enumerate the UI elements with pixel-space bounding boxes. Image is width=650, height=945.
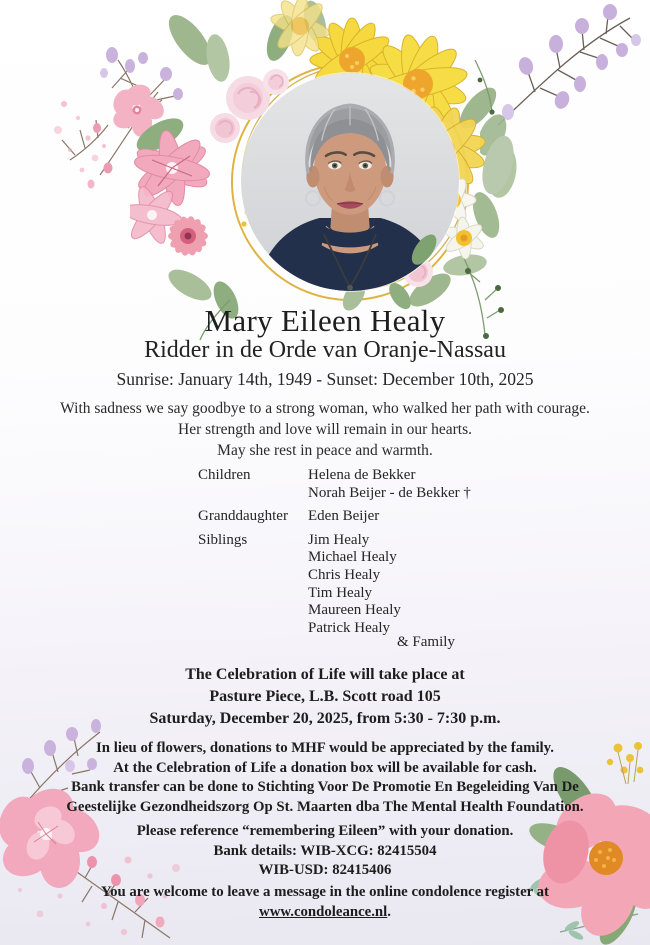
reference-line: Please reference “remembering Eileen” with your donation. — [136, 823, 514, 839]
tribute-line: With sadness we say goodbye to a strong woman, who walked her path with courage. — [60, 400, 590, 417]
condolence-website-link[interactable]: www.condoleance.nl — [259, 904, 388, 920]
condolence-register — [0, 882, 650, 922]
family-member: Michael Healy — [308, 549, 397, 566]
family-label: Granddaughter — [198, 508, 288, 525]
celebration-line: The Celebration of Life will take place at — [185, 666, 465, 683]
family-member: Norah Beijer - de Bekker † — [308, 484, 471, 501]
bank-reference — [0, 822, 650, 881]
condolence-link-period: . — [387, 904, 391, 920]
condolence-line: You are welcome to leave a message in the online condolence register at — [101, 884, 549, 900]
family-suffix: & Family — [397, 634, 455, 650]
tribute-text — [0, 398, 650, 461]
family-member: Tim Healy — [308, 584, 373, 601]
donation-line: Bank transfer can be done to Stichting Voor De Promotie En Begeleiding Van De — [71, 779, 579, 796]
donation-info — [0, 739, 650, 817]
celebration-details — [0, 664, 650, 730]
honorific-title: Ridder in de Orde van Oranje-Nassau — [144, 337, 506, 363]
family-row-siblings — [198, 532, 471, 638]
family-label: Children — [198, 467, 251, 483]
donation-line: In lieu of flowers, donations to MHF would be appreciated by the family. — [96, 740, 554, 756]
family-member: Patrick Healy — [308, 619, 391, 636]
pink-scatter — [54, 101, 113, 189]
tribute-line: May she rest in peace and warmth. — [217, 442, 433, 459]
family-member: Maureen Healy — [308, 602, 401, 619]
celebration-venue: Pasture Piece, L.B. Scott road 105 — [209, 688, 441, 705]
donation-line: Geestelijke Gezondheidszorg Op St. Maarten dba The Mental Health Foundation. — [66, 798, 584, 815]
family-row-granddaughter — [198, 508, 471, 526]
donation-line: At the Celebration of Life a donation box will be available for cash. — [113, 759, 537, 776]
deceased-name: Mary Eileen Healy — [204, 303, 446, 338]
tribute-line: Her strength and love will remain in our hearts. — [178, 421, 472, 438]
bank-details-usd: WIB-USD: 82415406 — [258, 862, 392, 879]
family-member: Jim Healy — [308, 531, 370, 548]
sunrise-sunset-dates: Sunrise: January 14th, 1949 - Sunset: December 10th, 2025 — [116, 369, 534, 389]
family-member: Eden Beijer — [308, 508, 380, 525]
portrait-illustration — [241, 73, 459, 291]
family-row-children — [198, 467, 471, 502]
family-member: Chris Healy — [308, 566, 381, 583]
portrait-photo — [241, 73, 459, 291]
bank-details-xcg: Bank details: WIB-XCG: 82415504 — [213, 842, 437, 859]
family-label: Siblings — [198, 531, 248, 548]
family-list — [198, 467, 471, 643]
celebration-datetime: Saturday, December 20, 2025, from 5:30 - 7:30 p.m. — [149, 710, 501, 727]
family-member: Helena de Bekker — [308, 467, 416, 483]
